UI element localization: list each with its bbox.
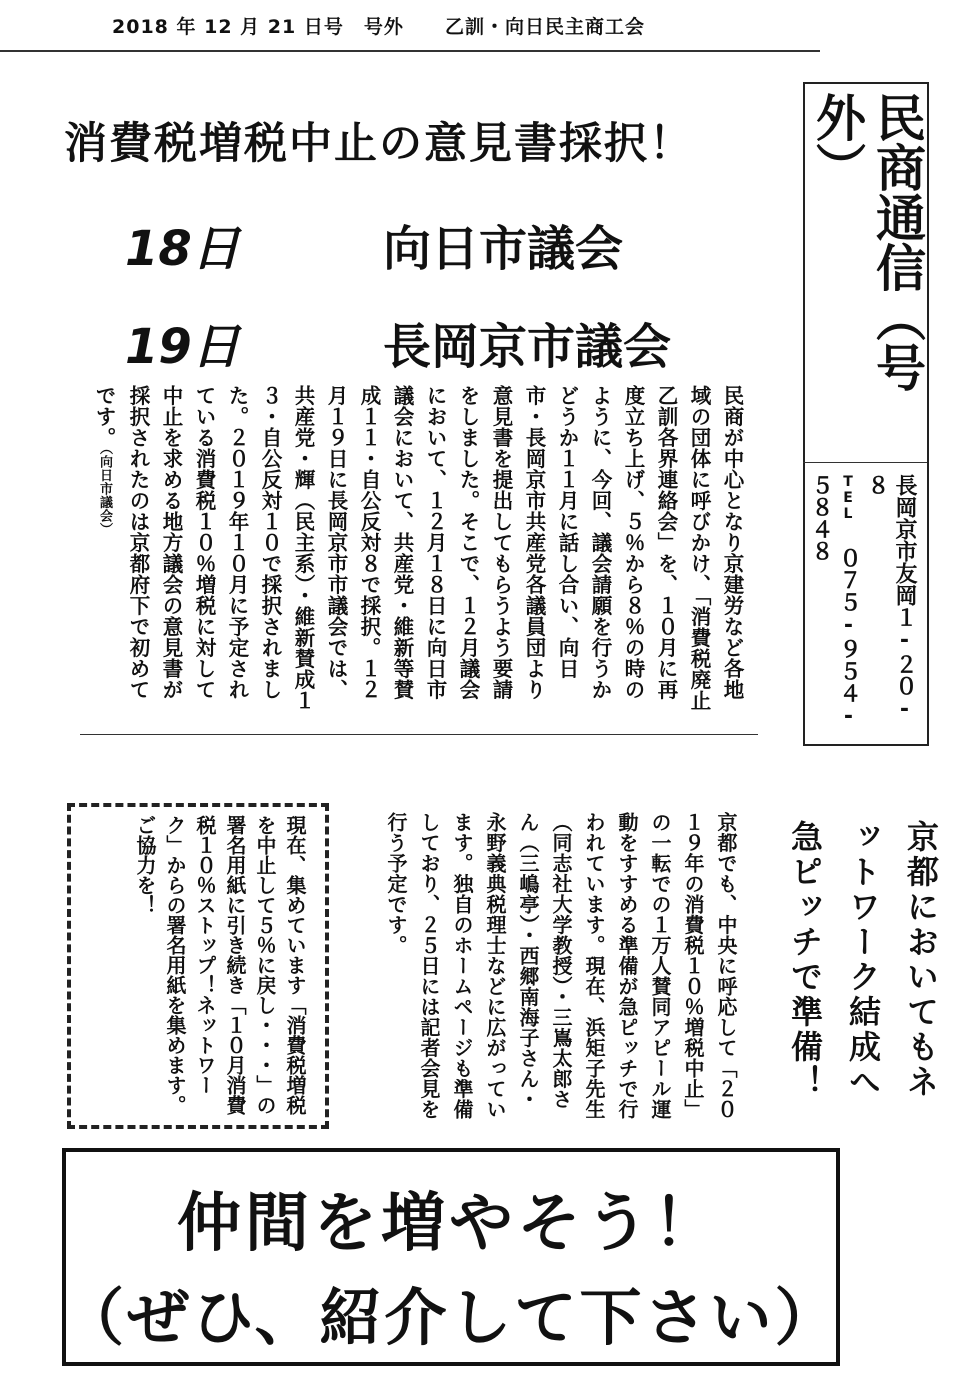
publisher-name: 乙訓・向日民主商工会	[445, 16, 646, 38]
article-council-adoption-body: 民商が中心となり京建労など各地域の団体に呼びかけ、「消費税廃止乙訓各界連絡会」を、１０月に再度立ち上げ、５％から８％の時のように、今回、議会請願を行うかどうか１１月に話し合い、向日市・長岡京市共産党各議員団より意見書を提出してもらうよう要請をしました。そこで、１２月議会において、１２月１８日に向日市議会において、共産党・維新等賛成１１・自公反対８で採択。１２月１９日に長岡京市市議会では、共産党・輝（民主系）・維新賛成１３・自公反対１０で採択されました。２０１９年１０月に予定されている消費税１０％増税に対して中止を求める地方議会の意見書が採択されたのは京都府下で初めてです。	[92, 385, 744, 711]
recruit-callout-line2: （ぜひ、紹介して下さい）	[62, 1281, 840, 1354]
schedule-date-2: 19日	[125, 319, 240, 375]
signature-notice-text: 現在、集めています「消費税増税を中止して５％に戻し・・・」の署名用紙に引き続き「１０月消費税１０％ストップ！ネットワーク」からの署名用紙を集めます。ご協力を！	[133, 815, 307, 1115]
network-headline: 京都においてもネットワーク結成へ急ピッチで準備！	[786, 820, 940, 1100]
masthead-address: 長岡京市友岡１-２０-８	[864, 474, 917, 722]
masthead-tel-label: TEL	[840, 474, 856, 522]
main-headline: 消費税増税中止の意見書採択！	[64, 119, 694, 169]
article-council-adoption	[88, 385, 748, 715]
masthead-divider	[803, 462, 927, 463]
schedule-council-2: 長岡京市議会	[383, 319, 672, 375]
article-council-adoption-note: （向日市議会）	[97, 448, 112, 536]
article-network: 京都でも、中央に呼応して「２０１９年の消費税１０％増税中止」の一転での１万人賛同アピール運動をすすめる準備が急ピッチで行われています。現在、浜矩子先生（同志社大学教授）・三嶌太郎さん（三嶋亭）・西郷南海子さん・永野義典税理士などに広がっています。独自のホームページも準備しており、２５日には記者会見を行う予定です。	[384, 812, 738, 1120]
recruit-callout-line1: 仲間を増やそう！	[177, 1187, 721, 1261]
schedule-council-1: 向日市議会	[383, 221, 624, 277]
masthead-title: 民商通信（号外）	[808, 92, 926, 392]
issue-date: 2018 年 12 月 21 日号 号外	[112, 16, 404, 38]
schedule-date-1: 18日	[125, 221, 240, 277]
masthead-contact	[808, 474, 918, 734]
masthead-tel: ０７５-９５４-５８４８	[808, 474, 861, 729]
header-divider	[0, 50, 820, 52]
section-divider	[80, 734, 758, 735]
